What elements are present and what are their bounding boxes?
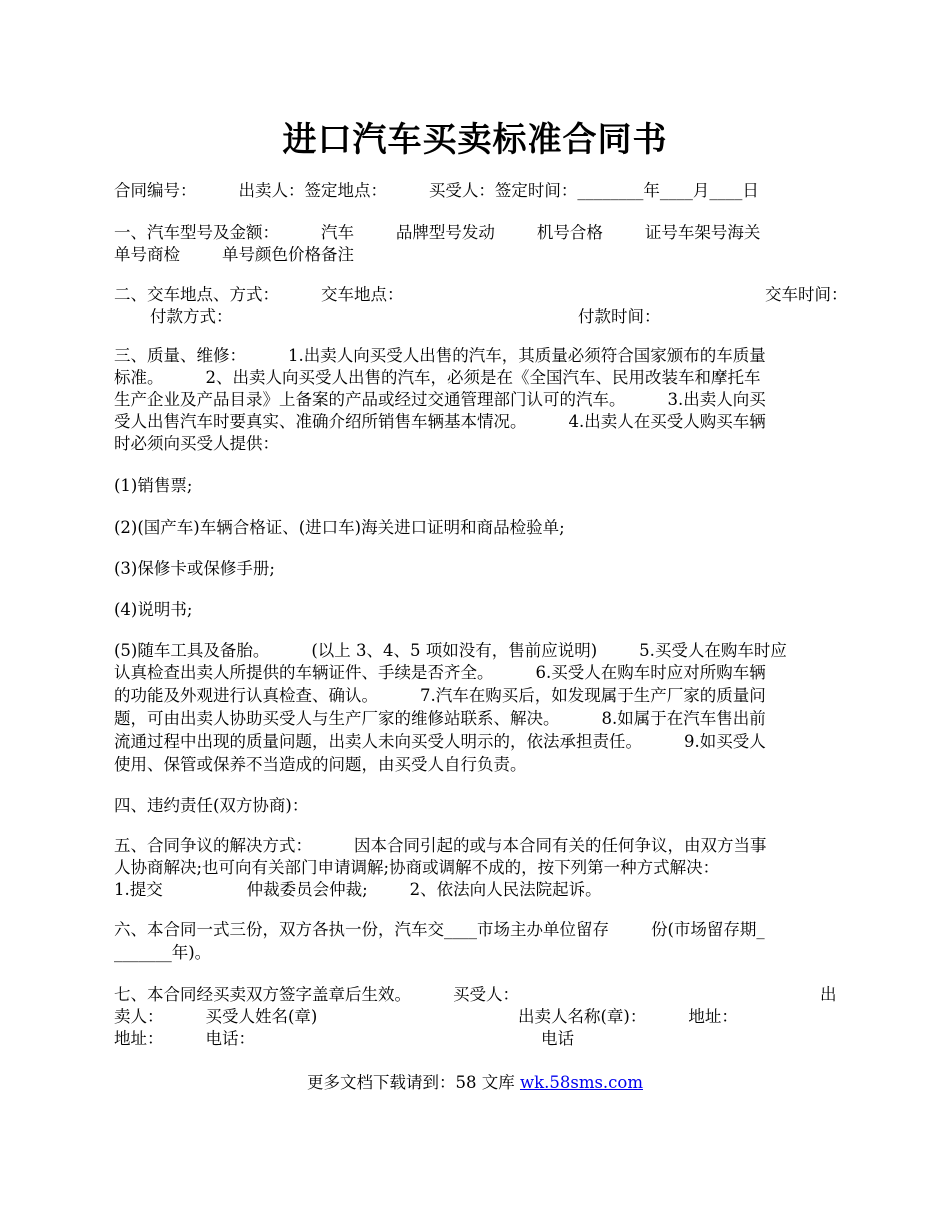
section7-line3b: 电话 (541, 1029, 574, 1048)
section5-line2: 人协商解决;也可向有关部门申请调解;协商或调解不成的，按下列第一种方式解决： (114, 858, 720, 877)
contract-header-line: 合同编号： 出卖人：签定地点： 买受人：签定时间：________年____月____日 (114, 181, 759, 200)
section7-line2a: 卖人： 买受人姓名(章) (114, 1007, 318, 1026)
footer-link[interactable]: wk.58sms.com (519, 1073, 643, 1092)
section3-line5: 时必须向买受人提供： (114, 434, 279, 453)
section2-payment-method: 付款方式： (150, 307, 233, 326)
section2-delivery-time: 交车时间： (765, 285, 848, 304)
section2-line1: 二、交车地点、方式： 交车地点： (114, 285, 404, 304)
item5-line4: 题，可由出卖人协助买受人与生产厂家的维修站联系、解决。 8.如属于在汽车售出前 (114, 709, 766, 728)
section5-line1: 五、合同争议的解决方式： 因本合同引起的或与本合同有关的任何争议，由双方当事 (114, 836, 767, 855)
section3-line3: 生产企业及产品目录》上备案的产品或经过交通管理部门认可的汽车。 3.出卖人向买 (114, 390, 766, 409)
section1-line2: 单号商检 单号颜色价格备注 (114, 245, 354, 264)
item5-line5: 流通过程中出现的质量问题，出卖人未向买受人明示的，依法承担责任。 9.如买受人 (114, 732, 766, 751)
section7-line1: 七、本合同经买卖双方签字盖章后生效。 买受人： (114, 985, 519, 1004)
section3-line2: 标准。 2、出卖人向买受人出售的汽车，必须是在《全国汽车、民用改装车和摩托车 (114, 368, 761, 387)
item5-line1: (5)随车工具及备胎。 (以上 3、4、5 项如没有，售前应说明) 5.买受人在购车时应 (114, 641, 787, 660)
section1-line1: 一、汽车型号及金额： 汽车 品牌型号发动 机号合格 证号车架号海关 (114, 223, 761, 242)
section5-line3: 1.提交 仲裁委员会仲裁; 2、依法向人民法院起诉。 (114, 880, 602, 899)
section4-line: 四、违约责任(双方协商)： (114, 796, 309, 815)
footer-text: 更多文档下载请到：58 文库 (306, 1073, 520, 1092)
item5-line3: 的功能及外观进行认真检查、确认。 7.汽车在购买后，如发现属于生产厂家的质量问 (114, 686, 766, 705)
item-1: (1)销售票; (114, 476, 193, 495)
section6-line2: _______年)。 (114, 943, 212, 962)
section7-line1-right: 出 (820, 985, 837, 1004)
section2-payment-time: 付款时间： (578, 307, 661, 326)
item-4: (4)说明书; (114, 600, 193, 619)
footer (0, 1069, 950, 1093)
section3-line4: 受人出售汽车时要真实、准确介绍所销售车辆基本情况。 4.出卖人在买受人购买车辆 (114, 412, 766, 431)
section7-line3a: 地址： 电话： (114, 1029, 255, 1048)
item5-line6: 使用、保管或保养不当造成的问题，由买受人自行负责。 (114, 755, 527, 774)
item-3: (3)保修卡或保修手册; (114, 559, 275, 578)
page-title: 进口汽车买卖标准合同书 (282, 120, 668, 160)
item5-line2: 认真检查出卖人所提供的车辆证件、手续是否齐全。 6.买受人在购车时应对所购车辆 (114, 663, 766, 682)
item-2: (2)(国产车)车辆合格证、(进口车)海关进口证明和商品检验单; (114, 518, 565, 537)
section3-line1: 三、质量、维修： 1.出卖人向买受人出售的汽车，其质量必须符合国家颁布的车质量 (114, 346, 766, 365)
section6-line1: 六、本合同一式三份，双方各执一份，汽车交____市场主办单位留存 份(市场留存期_ (114, 920, 765, 939)
section7-line2b: 出卖人名称(章)： 地址： (518, 1007, 738, 1026)
